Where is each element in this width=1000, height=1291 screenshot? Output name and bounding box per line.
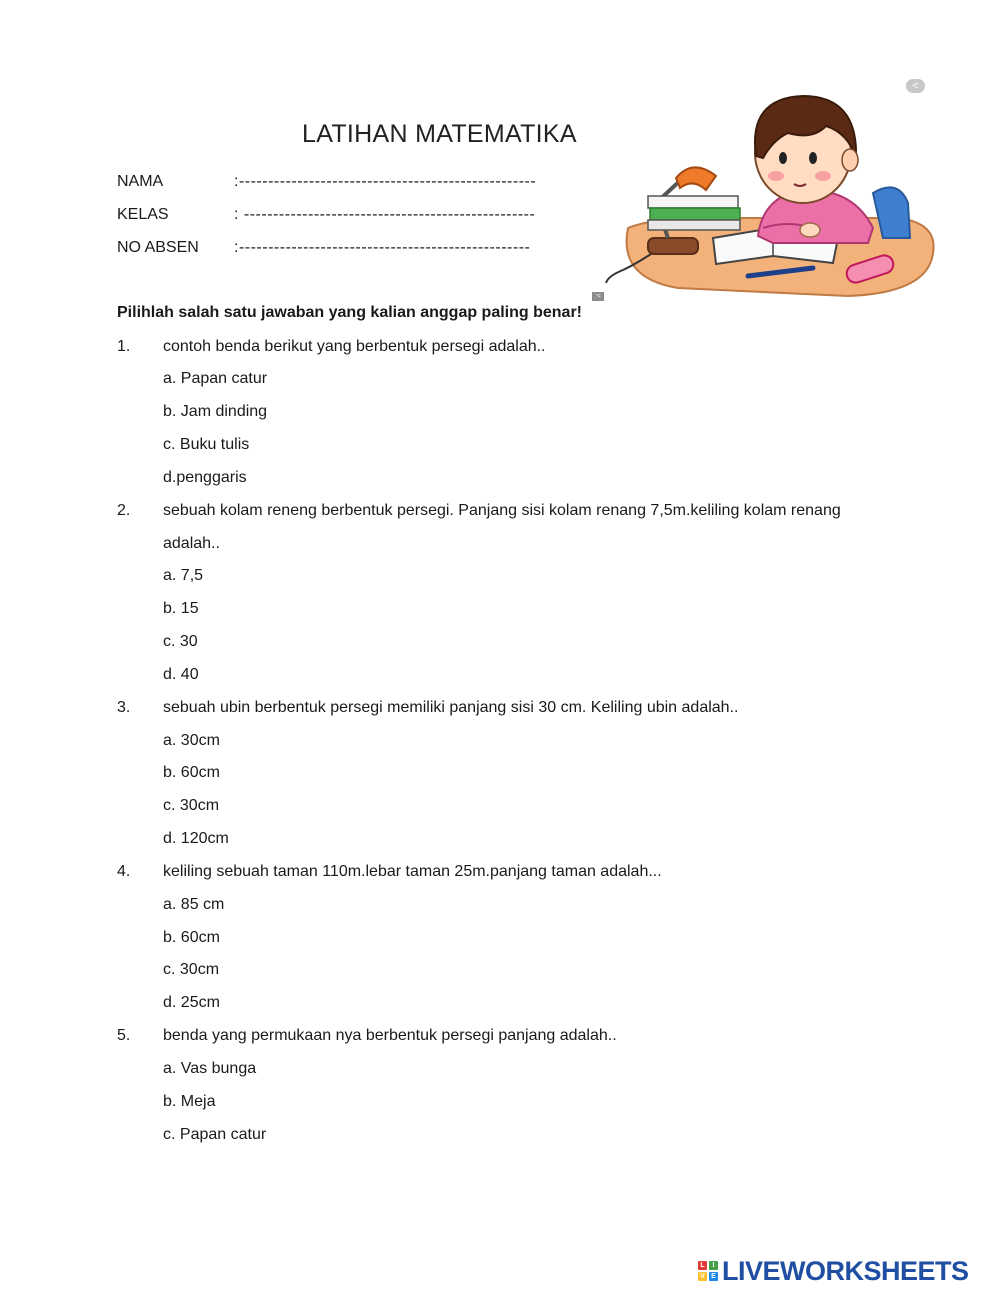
liveworksheets-logo-icon (698, 1261, 718, 1281)
question-4-option-a[interactable]: a. 85 cm (163, 896, 225, 913)
question-2-text-line-1: sebuah kolam reneng berbentuk persegi. Panjang sisi kolam renang 7,5m.keliling kolam renang (163, 502, 841, 519)
question-3-text: sebuah ubin berbentuk persegi memiliki panjang sisi 30 cm. Keliling ubin adalah.. (163, 699, 739, 716)
question-2-option-b[interactable]: b. 15 (163, 600, 199, 617)
field-blank-nama: :--------------------------------------------------- (234, 173, 537, 190)
question-4-text: keliling sebuah taman 110m.lebar taman 25m.panjang taman adalah... (163, 863, 662, 880)
question-4-option-c[interactable]: c. 30cm (163, 961, 220, 978)
question-5-option-a[interactable]: a. Vas bunga (163, 1060, 257, 1077)
chevron-left-icon[interactable]: < (906, 79, 925, 93)
logo-letter-l: L (698, 1261, 707, 1270)
field-blank-no-absen: :-------------------------------------------------- (234, 239, 531, 256)
question-5-option-b[interactable]: b. Meja (163, 1093, 216, 1110)
question-1-option-d[interactable]: d.penggaris (163, 469, 247, 486)
liveworksheets-brand[interactable] (698, 1256, 969, 1286)
question-3-option-b[interactable]: b. 60cm (163, 764, 220, 781)
question-2-option-a[interactable]: a. 7,5 (163, 567, 204, 584)
question-1-option-c[interactable]: c. Buku tulis (163, 436, 250, 453)
question-3-option-a[interactable]: a. 30cm (163, 732, 220, 749)
question-4-number: 4. (117, 863, 131, 880)
logo-letter-e: E (709, 1272, 718, 1281)
question-5-number: 5. (117, 1027, 131, 1044)
question-2-option-c[interactable]: c. 30 (163, 633, 198, 650)
question-1-text: contoh benda berikut yang berbentuk persegi adalah.. (163, 338, 546, 355)
brand-wordmark: LIVEWORKSHEETS (722, 1255, 969, 1286)
question-2-option-d[interactable]: d. 40 (163, 666, 199, 683)
question-1-option-a[interactable]: a. Papan catur (163, 370, 268, 387)
question-1-option-b[interactable]: b. Jam dinding (163, 403, 268, 420)
question-3-number: 3. (117, 699, 131, 716)
question-2-number: 2. (117, 502, 131, 519)
question-4-option-d[interactable]: d. 25cm (163, 994, 220, 1011)
question-1-number: 1. (117, 338, 131, 355)
question-2-text-line-2: adalah.. (163, 535, 220, 552)
question-4-option-b[interactable]: b. 60cm (163, 929, 220, 946)
child-studying-illustration (598, 78, 943, 300)
field-blank-kelas: : -------------------------------------------------- (234, 206, 536, 223)
page-title: LATIHAN MATEMATIKA (302, 120, 577, 148)
question-5-option-c[interactable]: c. Papan catur (163, 1126, 267, 1143)
field-label-nama: NAMA (117, 173, 164, 190)
field-label-no-absen: NO ABSEN (117, 239, 199, 256)
field-label-kelas: KELAS (117, 206, 169, 223)
question-3-option-d[interactable]: d. 120cm (163, 830, 229, 847)
question-5-text: benda yang permukaan nya berbentuk persegi panjang adalah.. (163, 1027, 617, 1044)
logo-letter-i: I (709, 1261, 718, 1270)
instruction-text: Pilihlah salah satu jawaban yang kalian anggap paling benar! (117, 304, 583, 321)
question-3-option-c[interactable]: c. 30cm (163, 797, 220, 814)
collapse-icon[interactable]: :< (592, 292, 604, 301)
logo-letter-v: V (698, 1272, 707, 1281)
